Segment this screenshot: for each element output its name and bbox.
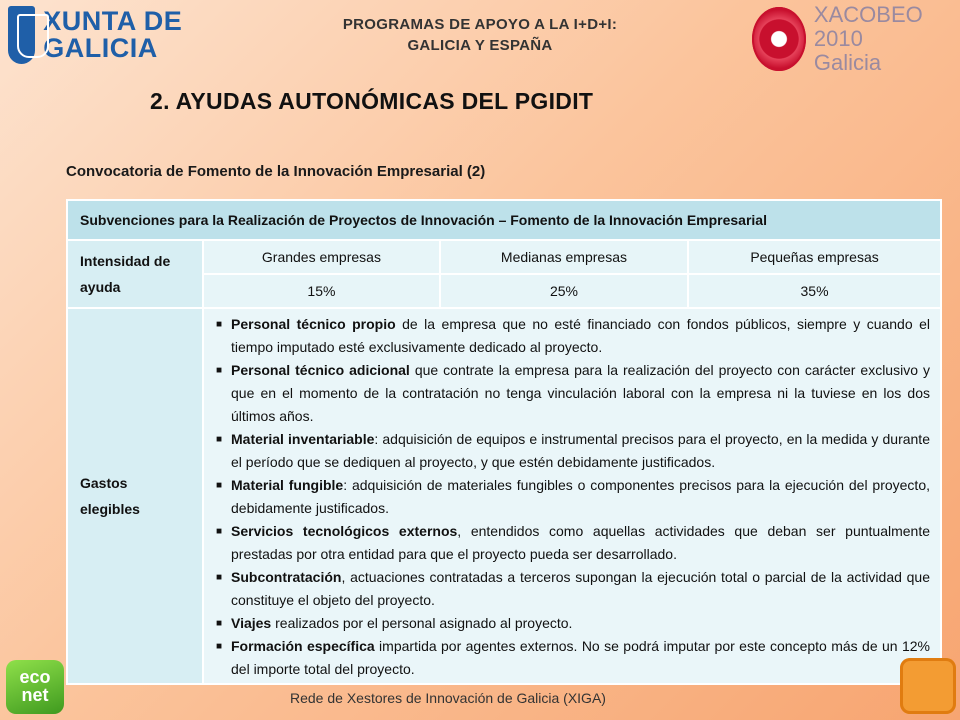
company-types-row xyxy=(67,240,941,274)
list-item xyxy=(216,566,930,612)
company-type-cell: Pequeñas empresas xyxy=(688,240,941,274)
company-type-cell: Medianas empresas xyxy=(440,240,688,274)
next-slide-button[interactable] xyxy=(900,658,956,714)
item-text: , entendidos como aquellas actividades que deban ser puntualmente prestadas por otra entidad para que el proyecto pueda ser desarrollado. xyxy=(231,523,930,562)
item-text: , actuaciones contratadas a terceros supongan la ejecución total o parcial de la actividad que constituye el objeto del proyecto. xyxy=(231,569,930,608)
gastos-row xyxy=(67,308,941,684)
xacobeo-rose-icon xyxy=(752,7,806,71)
item-text: impartida por agentes externos. No se podrá imputar por este concepto más de un 12% del importe total del proyecto. xyxy=(231,638,930,677)
item-bold: Servicios tecnológicos externos xyxy=(231,523,458,539)
item-text: realizados por el personal asignado al proyecto. xyxy=(271,615,573,631)
table-header: Subvenciones para la Realización de Proyectos de Innovación – Fomento de la Innovación Empresarial xyxy=(67,200,941,240)
table-header-row xyxy=(67,200,941,240)
intensity-label: Intensidad de ayuda xyxy=(67,240,203,308)
list-item xyxy=(216,313,930,359)
gastos-list-cell xyxy=(203,308,941,684)
section-title: 2. AYUDAS AUTONÓMICAS DEL PGIDIT xyxy=(150,88,594,114)
list-item xyxy=(216,612,930,635)
header-title xyxy=(270,14,690,56)
percentage-cell: 25% xyxy=(440,274,688,308)
gastos-label: Gastos elegibles xyxy=(67,308,203,684)
list-item xyxy=(216,520,930,566)
item-text: de la empresa que no esté financiado con fondos públicos, siempre y cuando el tiempo imputado esté exclusivamente dedicado al proyecto. xyxy=(231,316,930,355)
percentage-cell: 35% xyxy=(688,274,941,308)
subsidy-table xyxy=(66,199,942,685)
xunta-logo xyxy=(8,4,198,66)
xacobeo-logo-text xyxy=(814,3,952,75)
list-item xyxy=(216,359,930,428)
econet-logo xyxy=(6,660,64,714)
econet-line2: net xyxy=(21,685,49,705)
percentage-cell: 15% xyxy=(203,274,440,308)
item-text: : adquisición de materiales fungibles o componentes precisos para la ejecución del proyecto, debidamente justificados. xyxy=(231,477,931,516)
item-bold: Material fungible xyxy=(231,477,344,493)
item-text: que contrate la empresa para la realización del proyecto con carácter exclusivo y que en el momento de la contratación no tenga vinculación laboral con la empresa ni la tuviese en los dos últimos años. xyxy=(231,362,930,424)
list-item xyxy=(216,474,930,520)
econet-line1: eco xyxy=(19,667,51,687)
company-type-cell: Grandes empresas xyxy=(203,240,440,274)
item-bold: Personal técnico propio xyxy=(231,316,396,332)
header-title-line1: PROGRAMAS DE APOYO A LA I+D+I: xyxy=(342,16,618,33)
xacobeo-line2: Galicia xyxy=(813,50,882,75)
list-item xyxy=(216,635,930,681)
item-bold: Personal técnico adicional xyxy=(231,362,410,378)
xacobeo-logo xyxy=(752,2,952,75)
subtitle: Convocatoria de Fomento de la Innovación Empresarial (2) xyxy=(66,163,486,180)
gastos-list xyxy=(216,313,930,681)
item-text: : adquisición de equipos e instrumental precisos para el proyecto, en la medida y durante el período que se dediquen al proyecto, y que estén debidamente justificados. xyxy=(231,431,930,470)
list-item xyxy=(216,428,930,474)
footer-text: Rede de Xestores de Innovación de Galicia (XIGA) xyxy=(290,690,606,706)
header-title-line2: GALICIA Y ESPAÑA xyxy=(407,37,553,54)
item-bold: Material inventariable xyxy=(231,431,375,447)
item-bold: Formación específica xyxy=(231,638,375,654)
item-bold: Viajes xyxy=(231,615,272,631)
galicia-shield-icon xyxy=(8,6,35,64)
xacobeo-line1: XACOBEO 2010 xyxy=(813,2,923,51)
item-bold: Subcontratación xyxy=(231,569,342,585)
xunta-logo-text: XUNTA DE GALICIA xyxy=(43,6,183,63)
